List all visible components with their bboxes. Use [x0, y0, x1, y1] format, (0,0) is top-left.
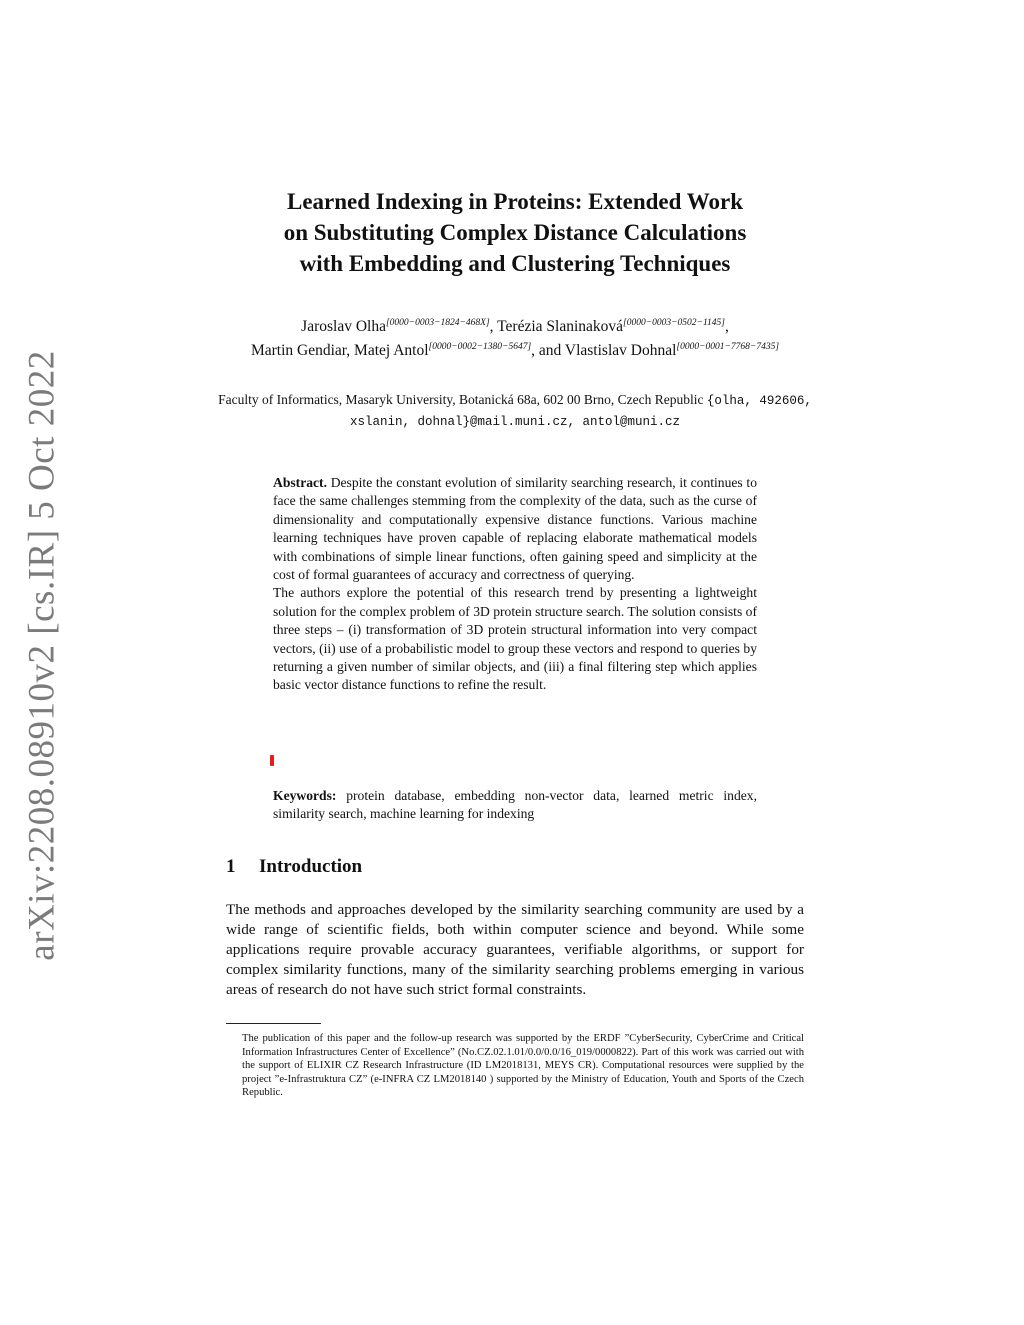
- arxiv-side-stamp: [14, 349, 70, 961]
- author-slaninakova-orcid: [0000−0003−0502−1145]: [623, 318, 725, 328]
- keywords: [273, 787, 757, 824]
- abstract: [273, 474, 757, 695]
- keywords-text: protein database, embedding non-vector data, learned metric index, similarity search, machine learning for indexing: [273, 788, 757, 822]
- section-number: 1: [226, 856, 236, 877]
- abstract-paragraph-2: The authors explore the potential of this research trend by presenting a lightweight solution for the complex problem of 3D protein structure search. The solution consists of three steps – (i) transformation of 3D protein structural information into very compact vectors, (ii) use of a probabilistic model to group these vectors and respond to queries by returning a given number of similar objects, and (iii) a final filtering step which applies basic vector distance functions to refine the result.: [273, 585, 757, 693]
- author-olha-orcid: [0000−0003−1824−468X]: [385, 318, 490, 328]
- title-line-2: on Substituting Complex Distance Calculations: [283, 220, 747, 245]
- author-emails: {olha, 492606, xslanin, dohnal}@mail.muni.cz, antol@muni.cz: [349, 394, 812, 429]
- abstract-paragraph-1: Despite the constant evolution of similarity searching research, it continues to face the same challenges stemming from the complexity of the data, such as the curse of dimensionality and computationally expensive distance functions. Various machine learning techniques have proven capable of replacing elaborate mathematical models with combinations of simple linear functions, often gaining speed and simplicity at the cost of formal guarantees of accuracy and correctness of querying.: [273, 475, 757, 583]
- affiliation: [215, 390, 815, 432]
- title-line-3: with Embedding and Clustering Techniques: [299, 251, 731, 276]
- introduction-paragraph: The methods and approaches developed by the similarity searching community are used by a wide range of scientific fields, both within computer science and beyond. While some applications require provable accuracy guarantees, verifiable algorithms, or support for complex similarity functions, many of the similarity searching problems emerging in various areas of research do not have such strict formal constraints.: [226, 901, 804, 998]
- author-slaninakova: Terézia Slaninaková: [497, 318, 624, 336]
- author-dohnal-orcid: [0000−0001−7768−7435]: [676, 342, 780, 353]
- author-dohnal: and Vlastislav Dohnal: [538, 342, 677, 360]
- author-olha: Jaroslav Olha: [301, 318, 386, 336]
- section-title: Introduction: [259, 856, 363, 877]
- abstract-label: Abstract.: [273, 475, 327, 490]
- author-gendiar-antol: Martin Gendiar, Matej Antol: [250, 342, 429, 360]
- author-antol-orcid: [0000−0002−1380−5647]: [428, 342, 532, 353]
- arxiv-identifier: arXiv:2208.08910v2 [cs.IR] 5 Oct 2022: [21, 349, 63, 961]
- section-heading: [226, 856, 362, 878]
- author-list: Jaroslav Olha[0000−0003−1824−468X], Terézia Slaninaková[0000−0003−0502−1145], Martin Gendiar, Matej Antol[0000−0002−1380−5647], and Vlastislav Dohnal[0000−0001−7768−7435]: [250, 318, 780, 360]
- footnote-rule: [226, 1023, 321, 1024]
- cursor-marker: [270, 755, 274, 766]
- keywords-label: Keywords:: [273, 788, 337, 803]
- paper-title: [200, 186, 830, 279]
- title-line-1: Learned Indexing in Proteins: Extended Work: [286, 189, 743, 214]
- affiliation-text: Faculty of Informatics, Masaryk University, Botanická 68a, 602 00 Brno, Czech Republic: [218, 392, 704, 407]
- footnote: The publication of this paper and the follow-up research was supported by the ERDF ”CyberSecurity, CyberCrime and Critical Information Infrastructures Center of Excellence” (No.CZ.02.1.01/0.0/0.0/16_019/0000822). Part of this work was carried out with the support of ELIXIR CZ Research Infrastructure (ID LM2018131, MEYS CR). Computational resources were supplied by the project ”e-Infrastruktura CZ” (e-INFRA CZ LM2018140 ) supported by the Ministry of Education, Youth and Sports of the Czech Republic.: [242, 1033, 804, 1098]
